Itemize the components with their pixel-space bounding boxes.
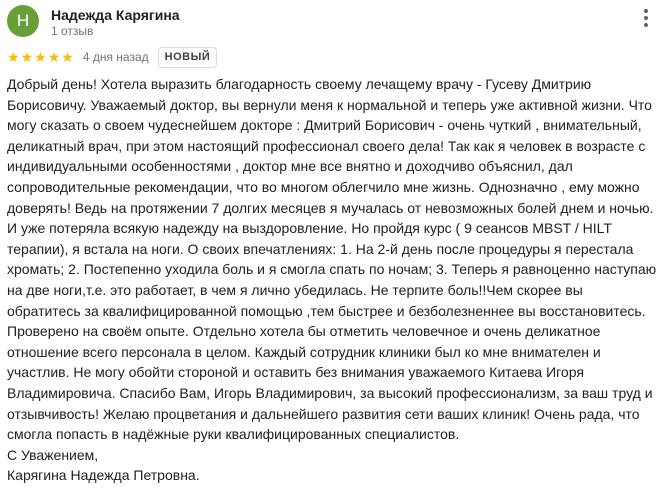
star-icon: ★: [20, 49, 34, 65]
more-dot: [644, 23, 648, 27]
more-dot: [644, 16, 648, 20]
author-reviews-count: 1 отзыв: [51, 24, 94, 38]
review-text: Добрый день! Хотела выразить благодарность своему лечащему врачу - Гусеву Дмитрию Борисовичу. Уважаемый доктор, вы вернули меня к нормальной и теперь уже активной жизни. Что могу сказать о своем чудеснейшем докторе : Дмитрий Борисович - очень чуткий , внимательный, деликатный врач, при этом настоящий профессионал своего дела! Так как я человек в возрасте с индивидуальными особенностями , доктор мне все внятно и доходчиво объяснил, дал сопроводительные рекомендации, что во многом облегчило мне жизнь. Однозначно , ему можно доверять! Ведь на протяжении 7 долгих месяцев я мучалась от невозможных болей днем и ночью. И уже потеряла всякую надежду на выздоровление. Но пройдя курс ( 9 сеансов MBST / HILT терапии), я встала на ноги. О своих впечатлениях: 1. На 2-й день после процедуры я перестала хромать; 2. Постепенно уходила боль и я смогла спать по ночам; 3. Теперь я равноценно наступаю на две ноги,т.е. это работает, в чем я лично убедилась. Не терпите боль!!Чем скорее вы обратитесь за квалифицированной помощью ,тем быстрее и безболезненнее вы восстановитесь. Проверено на своём опыте. Отдельно хотела бы отметить человечное и очень деликатное отношение всего персонала в целом. Каждый сотрудник клиники был ко мне внимателен и участлив. Не могу обойти стороной и оставить без внимания уважаемого Китаева Игоря Владимировича. Спасибо Вам, Игорь Владимирович, за высокий профессионализм, за ваш труд и отзывчивость! Желаю процветания и дальнейшего развития сети ваших клиник! Очень рада, что смогла попасть в надёжные руки квалифицированных специалистов. С Уважением, Карягина Надежда Петровна.: [7, 76, 657, 484]
avatar-initial: Н: [16, 11, 30, 30]
star-icon: ★: [61, 49, 74, 65]
more-dot: [644, 9, 648, 13]
review-date: 4 дня назад: [82, 50, 149, 64]
new-badge: НОВЫЙ: [158, 47, 218, 68]
author-name[interactable]: Надежда Карягина: [51, 7, 180, 23]
star-icon: ★: [7, 49, 20, 65]
star-icon: ★: [34, 49, 47, 65]
avatar[interactable]: [7, 5, 39, 37]
star-icon: ★: [47, 49, 61, 65]
more-vert-icon[interactable]: [632, 4, 660, 32]
rating-row: [7, 46, 217, 68]
star-rating: [7, 50, 74, 64]
